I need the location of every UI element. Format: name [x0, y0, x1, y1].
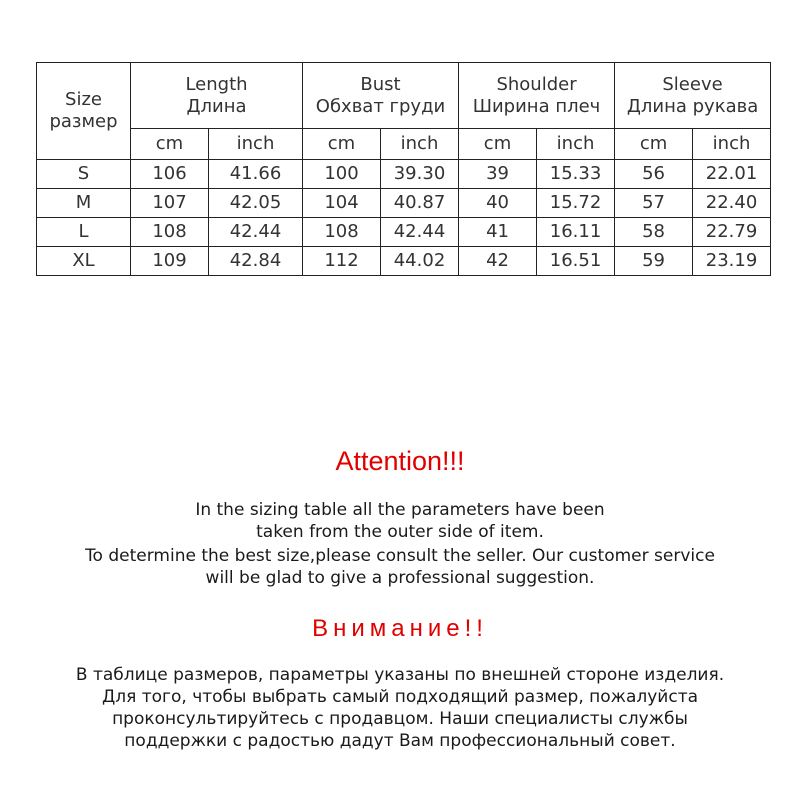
attention-heading-ru: Внимание!!	[312, 615, 488, 642]
table-cell: 22.40	[693, 189, 771, 218]
table-cell: 108	[303, 218, 381, 247]
table-cell: 100	[303, 160, 381, 189]
unit-cm: cm	[303, 129, 381, 160]
table-cell: 39.30	[381, 160, 459, 189]
shoulder-header: Shoulder Ширина плеч	[459, 63, 615, 129]
unit-inch: inch	[209, 129, 303, 160]
bust-header: Bust Обхват груди	[303, 63, 459, 129]
table-row	[37, 247, 771, 276]
table-cell: 104	[303, 189, 381, 218]
table-cell: 44.02	[381, 247, 459, 276]
table-cell: 15.72	[537, 189, 615, 218]
unit-cm: cm	[615, 129, 693, 160]
size-table	[36, 62, 771, 276]
table-cell: 56	[615, 160, 693, 189]
unit-inch: inch	[381, 129, 459, 160]
size-cell: M	[37, 189, 131, 218]
table-cell: 16.51	[537, 247, 615, 276]
sleeve-header: Sleeve Длина рукава	[615, 63, 771, 129]
size-cell: L	[37, 218, 131, 247]
notice-paragraph-en-1: In the sizing table all the parameters have been taken from the outer side of item.	[195, 500, 605, 542]
table-cell: 39	[459, 160, 537, 189]
table-cell: 40	[459, 189, 537, 218]
attention-heading-en: Attention!!!	[335, 446, 465, 476]
table-cell: 58	[615, 218, 693, 247]
size-header: Size размер	[37, 63, 131, 160]
table-cell: 40.87	[381, 189, 459, 218]
table-cell: 16.11	[537, 218, 615, 247]
size-cell: XL	[37, 247, 131, 276]
table-cell: 108	[131, 218, 209, 247]
table-row	[37, 189, 771, 218]
table-cell: 57	[615, 189, 693, 218]
table-cell: 42.44	[381, 218, 459, 247]
notice-paragraph-en-2: To determine the best size,please consult the seller. Our customer service will be glad to give a professional suggestion.	[85, 546, 715, 588]
header-row	[37, 63, 771, 129]
table-cell: 112	[303, 247, 381, 276]
table-cell: 41	[459, 218, 537, 247]
table-row	[37, 218, 771, 247]
table-cell: 106	[131, 160, 209, 189]
table-cell: 41.66	[209, 160, 303, 189]
table-cell: 23.19	[693, 247, 771, 276]
unit-cm: cm	[131, 129, 209, 160]
unit-row	[37, 129, 771, 160]
unit-inch: inch	[693, 129, 771, 160]
unit-cm: cm	[459, 129, 537, 160]
table-cell: 22.01	[693, 160, 771, 189]
table-row	[37, 160, 771, 189]
table-cell: 107	[131, 189, 209, 218]
size-cell: S	[37, 160, 131, 189]
table-cell: 22.79	[693, 218, 771, 247]
table-cell: 59	[615, 247, 693, 276]
table-cell: 42.05	[209, 189, 303, 218]
length-header: Length Длина	[131, 63, 303, 129]
table-cell: 42.84	[209, 247, 303, 276]
table-cell: 109	[131, 247, 209, 276]
table-cell: 42.44	[209, 218, 303, 247]
unit-inch: inch	[537, 129, 615, 160]
notice-paragraph-ru: В таблице размеров, параметры указаны по внешней стороне изделия. Для того, чтобы выбрать самый подходящий размер, пожалуйста проконсультируйтесь с продавцом. Наши специалисты службы поддержки с радостью дадут Вам профессиональный совет.	[75, 665, 725, 751]
table-cell: 15.33	[537, 160, 615, 189]
table-cell: 42	[459, 247, 537, 276]
